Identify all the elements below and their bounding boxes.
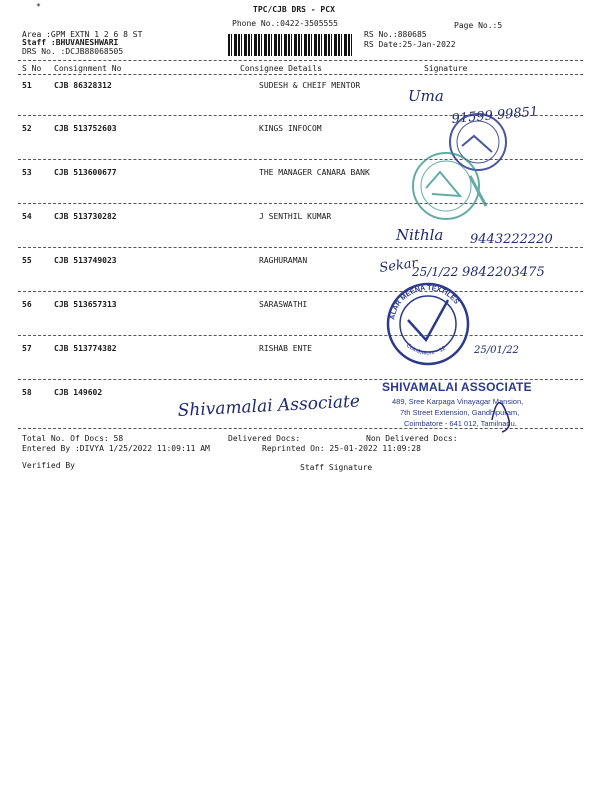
delivered-docs: Delivered Docs: — [228, 434, 301, 443]
handwritten-name: Sekar — [378, 255, 419, 276]
company-stamp-address-3: Coimbatore - 641 012, Tamilnadu. — [404, 419, 517, 428]
row-consignment: CJB 513657313 — [54, 300, 117, 309]
row-consignee: KINGS INFOCOM — [259, 124, 322, 133]
drs-number: DRS No. :DCJB88068505 — [22, 47, 124, 56]
page-number: Page No.:5 — [454, 21, 503, 30]
company-stamp-address-1: 489, Sree Karpaga Vinayagar Mansion, — [392, 397, 524, 406]
row-consignee: THE MANAGER CANARA BANK — [259, 168, 370, 177]
entered-by: Entered By :DIVYA 1/25/2022 11:09:11 AM — [22, 444, 210, 453]
stamp-text-bottom: Coimbatore - 12 — [404, 342, 448, 357]
handwritten-phone: 9842203475 — [462, 265, 545, 280]
row-sno: 54 — [22, 212, 32, 221]
row-sno: 52 — [22, 124, 32, 133]
column-header-consignment: Consignment No — [54, 64, 122, 73]
corner-mark: * — [36, 2, 41, 11]
column-header-sno: S No — [22, 64, 42, 73]
company-stamp-address-2: 7th Street Extension, Gandhipuram, — [400, 408, 520, 417]
handwritten-date: 25/01/22 — [474, 345, 519, 356]
row-consignee: SUDESH & CHEIF MENTOR — [259, 81, 361, 90]
row-sno: 57 — [22, 344, 32, 353]
row-consignee: RISHAB ENTE — [259, 344, 312, 353]
handwritten-signature: Shivamalai Associate — [177, 391, 361, 421]
row-consignment: CJB 149602 — [54, 388, 103, 397]
row-consignment: CJB 513749023 — [54, 256, 117, 265]
staff-field: Staff :BHUVANESHWARI — [22, 38, 119, 47]
row-consignment: CJB 513774382 — [54, 344, 117, 353]
staff-signature-label: Staff Signature — [300, 463, 373, 472]
area-field: Area :GPM EXTN 1 2 6 8 ST — [22, 30, 143, 39]
handwritten-name: Nithla — [396, 226, 444, 244]
row-consignment: CJB 513730282 — [54, 212, 117, 221]
handwritten-phone: 9443222220 — [470, 232, 553, 247]
row-consignee: SARASWATHI — [259, 300, 308, 309]
rs-number: RS No.:880685 — [364, 30, 427, 39]
column-header-signature: Signature — [424, 64, 468, 73]
row-consignee: RAGHURAMAN — [259, 256, 308, 265]
phone-number: Phone No.:0422-3505555 — [232, 19, 338, 28]
row-sno: 55 — [22, 256, 32, 265]
stamp-text-top: ALAR MEENA TEXTILES — [389, 284, 460, 321]
row-consignment: CJB 513752603 — [54, 124, 117, 133]
row-consignment: CJB 86328312 — [54, 81, 112, 90]
non-delivered-docs: Non Delivered Docs: — [366, 434, 458, 443]
reprinted-on: Reprinted On: 25-01-2022 11:09:28 — [262, 444, 421, 453]
handwritten-date: 25/1/22 — [412, 265, 459, 279]
svg-text:Coimbatore - 12 — [405, 343, 448, 357]
verified-by: Verified By — [22, 461, 75, 470]
handwritten-name: Uma — [408, 87, 444, 105]
rs-date: RS Date:25-Jan-2022 — [364, 40, 456, 49]
alar-meena-stamp — [388, 284, 468, 364]
row-sno: 53 — [22, 168, 32, 177]
row-sno: 58 — [22, 388, 32, 397]
total-docs: Total No. Of Docs: 58 — [22, 434, 124, 443]
row-consignment: CJB 513600677 — [54, 168, 117, 177]
row-sno: 51 — [22, 81, 32, 90]
row-consignee: J SENTHIL KUMAR — [259, 212, 332, 221]
column-header-consignee: Consignee Details — [240, 64, 322, 73]
company-stamp-name: SHIVAMALAI ASSOCIATE — [382, 380, 532, 394]
row-sno: 56 — [22, 300, 32, 309]
handwritten-phone: 91599 99851 — [451, 104, 539, 127]
sheet-title: TPC/CJB DRS - PCX — [253, 5, 335, 14]
